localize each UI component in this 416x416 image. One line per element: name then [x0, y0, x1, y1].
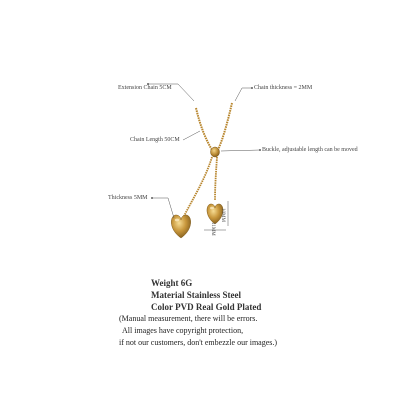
heart-pendant-left [171, 215, 190, 238]
chain-left-strand [196, 108, 212, 150]
spec-weight: Weight 6G [151, 278, 193, 288]
note-measurement: (Manual measurement, there will be errors. [119, 314, 258, 323]
spec-color: Color PVD Real Gold Plated [151, 302, 262, 312]
buckle [211, 147, 220, 157]
chain-drop-right [215, 157, 217, 200]
spec-material: Material Stainless Steel [151, 290, 241, 300]
leader-dot [251, 87, 253, 89]
leader-dot [151, 197, 153, 199]
leader-dot [259, 149, 261, 151]
leader-lines [148, 84, 260, 230]
label-extension-chain: Extension Chain 5CM [118, 85, 172, 91]
label-chain-length: Chain Length 50CM [130, 137, 180, 143]
label-buckle: Buckle, adjustable length can be moved [262, 147, 358, 153]
label-heart-width: 11MM [210, 222, 215, 236]
note-copyright: All images have copyright protection, [122, 326, 244, 335]
label-thickness: Thickness 5MM [108, 195, 148, 201]
label-chain-thickness: Chain thickness = 2MM [254, 85, 313, 91]
chain-right-strand [218, 103, 232, 150]
label-heart-height: 10MM [220, 208, 225, 222]
note-embezzle: if not our customers, don't embezzle our images.) [119, 338, 278, 347]
